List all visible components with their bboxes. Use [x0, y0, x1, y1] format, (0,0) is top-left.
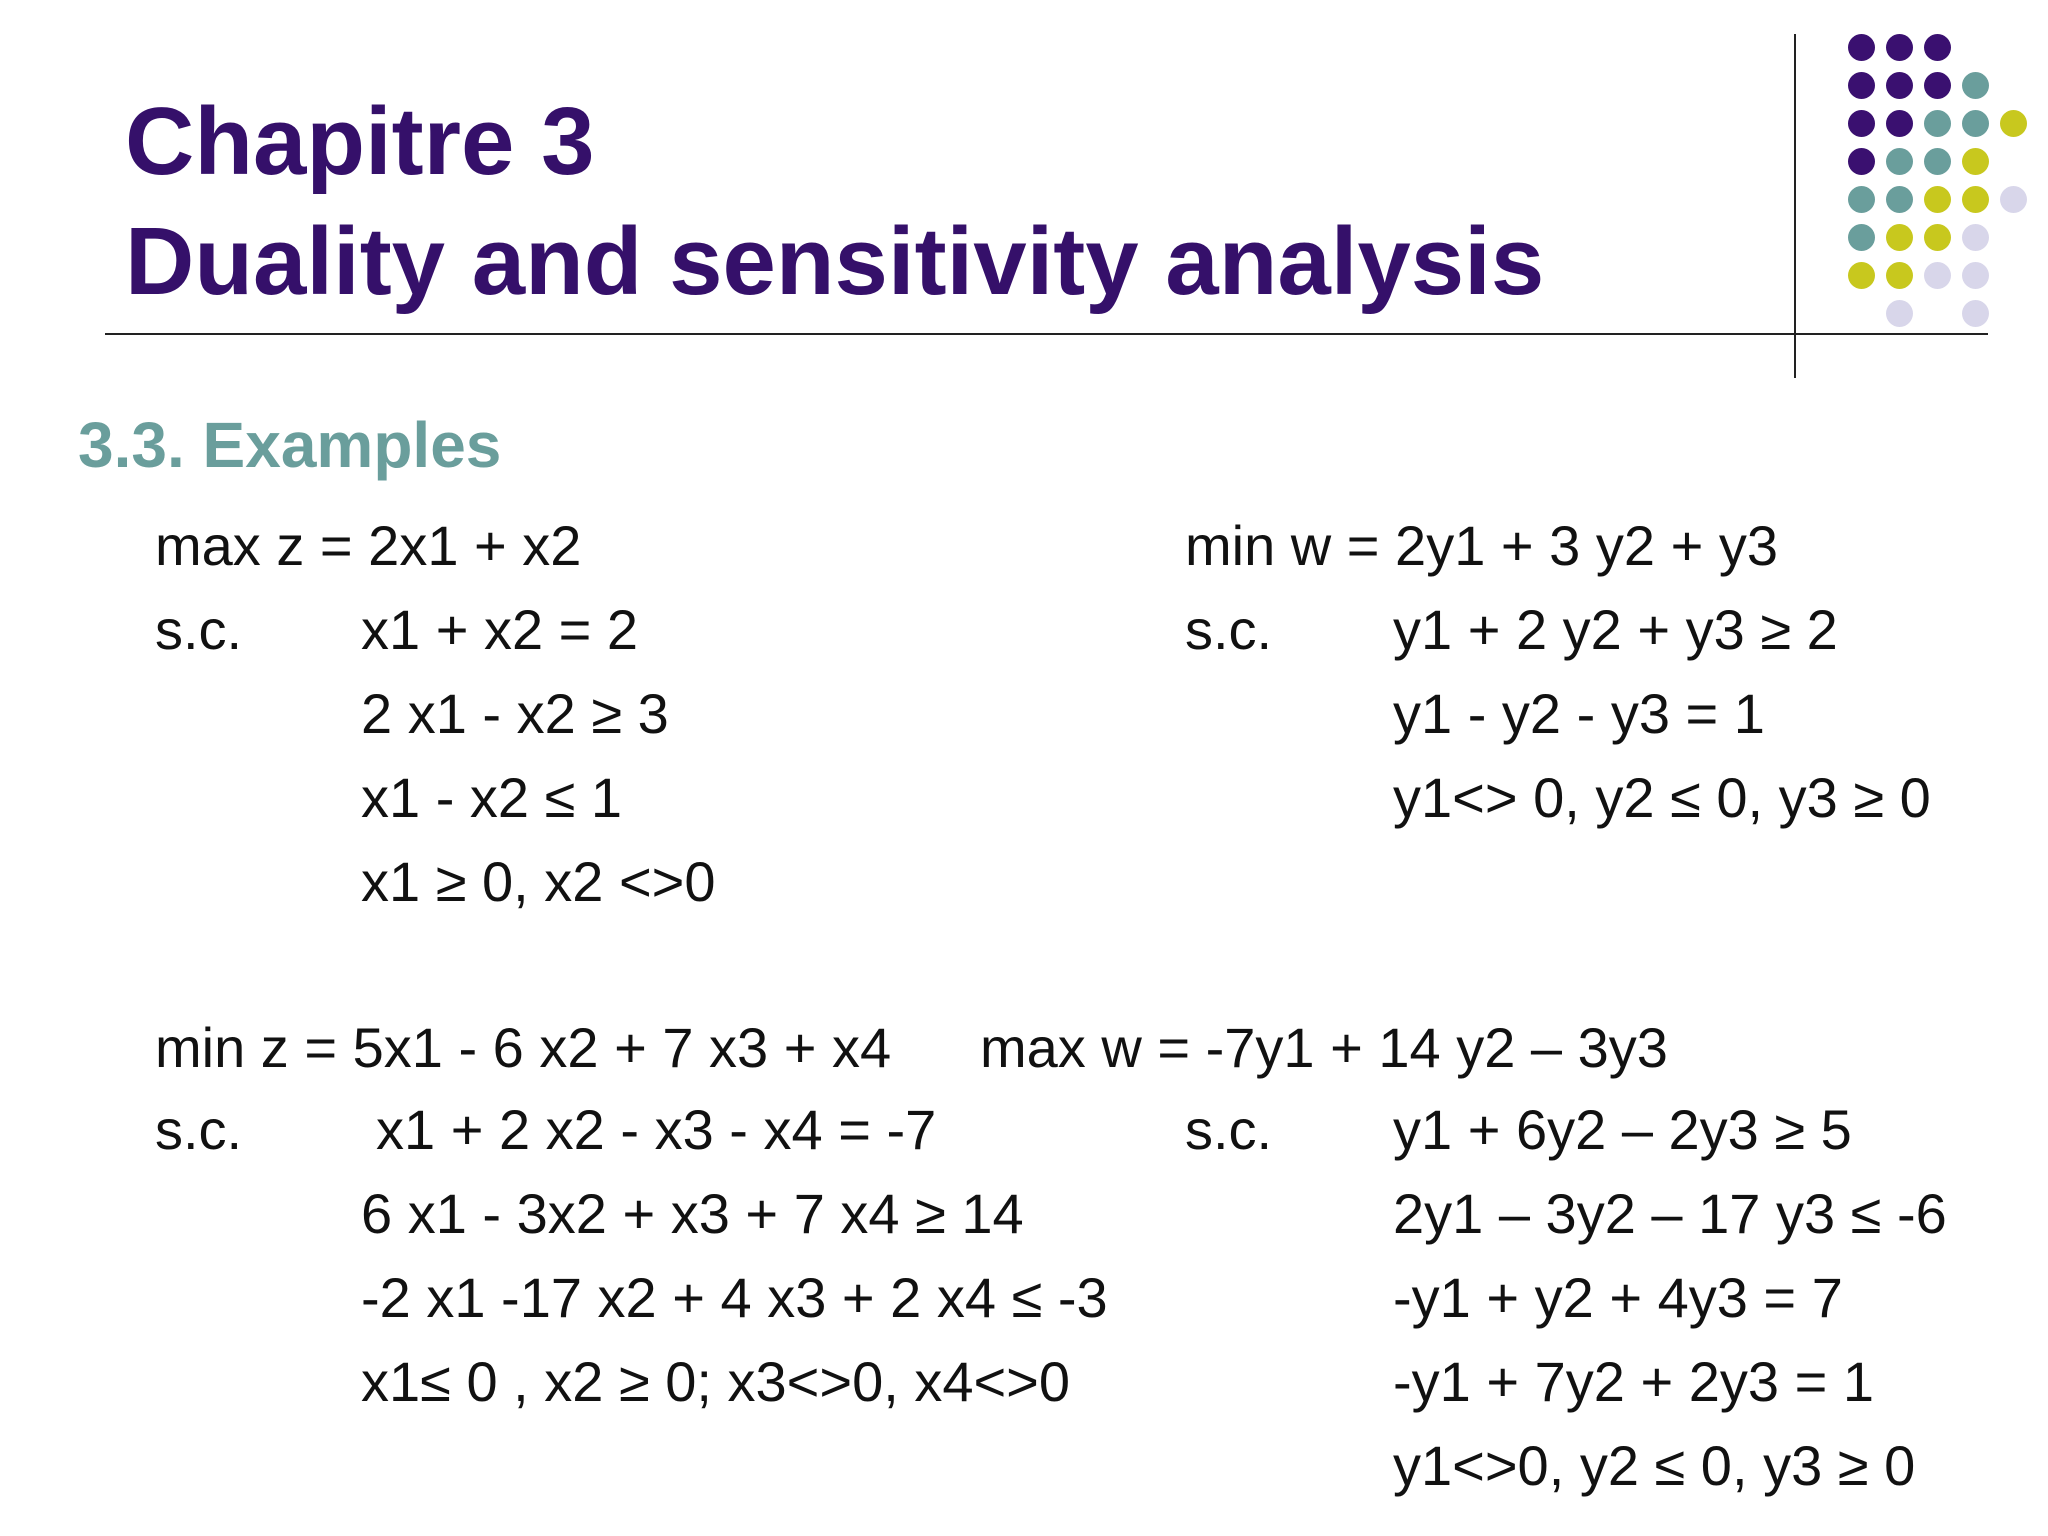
ex1-dual-constraint-1: y1 + 2 y2 + y3 ≥ 2: [1393, 598, 1838, 661]
ex1-primal-sc-label: s.c.: [155, 598, 243, 661]
decorative-dot: [1848, 72, 1875, 99]
ex1-primal-constraint-2: 2 x1 - x2 ≥ 3: [361, 682, 669, 745]
decorative-dot: [1848, 224, 1875, 251]
decorative-dot: [1962, 148, 1989, 175]
ex2-primal-sc-label: s.c.: [155, 1098, 243, 1161]
ex2-dual-objective: max w = -7y1 + 14 y2 – 3y3: [980, 1016, 1668, 1079]
ex1-dual-sign-constraints: y1<> 0, y2 ≤ 0, y3 ≥ 0: [1393, 766, 1931, 829]
decorative-dot: [1886, 148, 1913, 175]
ex2-primal-objective: min z = 5x1 - 6 x2 + 7 x3 + x4: [155, 1016, 892, 1079]
title-line-2: Duality and sensitivity analysis: [125, 208, 1545, 315]
decorative-dot: [1924, 186, 1951, 213]
ex2-primal-constraint-1: x1 + 2 x2 - x3 - x4 = -7: [376, 1098, 937, 1161]
decorative-dot: [1962, 224, 1989, 251]
title-line-1: Chapitre 3: [125, 88, 595, 195]
decorative-dot: [1848, 262, 1875, 289]
ex2-primal-constraint-3: -2 x1 -17 x2 + 4 x3 + 2 x4 ≤ -3: [361, 1266, 1108, 1329]
ex2-primal-sign-constraints: x1≤ 0 , x2 ≥ 0; x3<>0, x4<>0: [361, 1350, 1071, 1413]
ex1-primal-constraint-3: x1 - x2 ≤ 1: [361, 766, 623, 829]
decorative-dot: [1886, 300, 1913, 327]
decorative-dot: [1924, 110, 1951, 137]
decorative-dot: [1848, 148, 1875, 175]
decorative-dot: [1848, 186, 1875, 213]
ex1-primal-constraint-1: x1 + x2 = 2: [361, 598, 639, 661]
decorative-dot: [1924, 72, 1951, 99]
decorative-dot: [1886, 72, 1913, 99]
decorative-dot: [1962, 262, 1989, 289]
decorative-dot: [1962, 300, 1989, 327]
ex1-dual-constraint-2: y1 - y2 - y3 = 1: [1393, 682, 1765, 745]
decorative-dot: [1848, 34, 1875, 61]
decorative-dot: [1924, 34, 1951, 61]
decorative-dot: [1962, 110, 1989, 137]
ex1-primal-sign-constraints: x1 ≥ 0, x2 <>0: [361, 850, 716, 913]
decorative-dot: [1924, 224, 1951, 251]
decorative-dot: [2000, 186, 2027, 213]
ex1-dual-objective: min w = 2y1 + 3 y2 + y3: [1185, 514, 1778, 577]
ex2-dual-sc-label: s.c.: [1185, 1098, 1273, 1161]
decorative-dot-grid: [0, 0, 2048, 400]
ex2-dual-constraint-4: -y1 + 7y2 + 2y3 = 1: [1393, 1350, 1874, 1413]
decorative-dot: [1924, 262, 1951, 289]
section-heading: 3.3. Examples: [78, 409, 502, 481]
decorative-dot: [1886, 224, 1913, 251]
decorative-dot: [1886, 110, 1913, 137]
ex2-dual-sign-constraints: y1<>0, y2 ≤ 0, y3 ≥ 0: [1393, 1434, 1916, 1497]
ex1-dual-sc-label: s.c.: [1185, 598, 1273, 661]
decorative-dot: [1924, 148, 1951, 175]
decorative-dot: [1962, 72, 1989, 99]
decorative-dot: [1886, 34, 1913, 61]
ex2-dual-constraint-1: y1 + 6y2 – 2y3 ≥ 5: [1393, 1098, 1852, 1161]
decorative-dot: [1848, 110, 1875, 137]
ex1-primal-objective: max z = 2x1 + x2: [155, 514, 582, 577]
decorative-dot: [1886, 262, 1913, 289]
ex2-primal-constraint-2: 6 x1 - 3x2 + x3 + 7 x4 ≥ 14: [361, 1182, 1024, 1245]
decorative-dot: [2000, 110, 2027, 137]
ex2-dual-constraint-3: -y1 + y2 + 4y3 = 7: [1393, 1266, 1843, 1329]
decorative-dot: [1962, 186, 1989, 213]
decorative-dot: [1886, 186, 1913, 213]
ex2-dual-constraint-2: 2y1 – 3y2 – 17 y3 ≤ -6: [1393, 1182, 1947, 1245]
